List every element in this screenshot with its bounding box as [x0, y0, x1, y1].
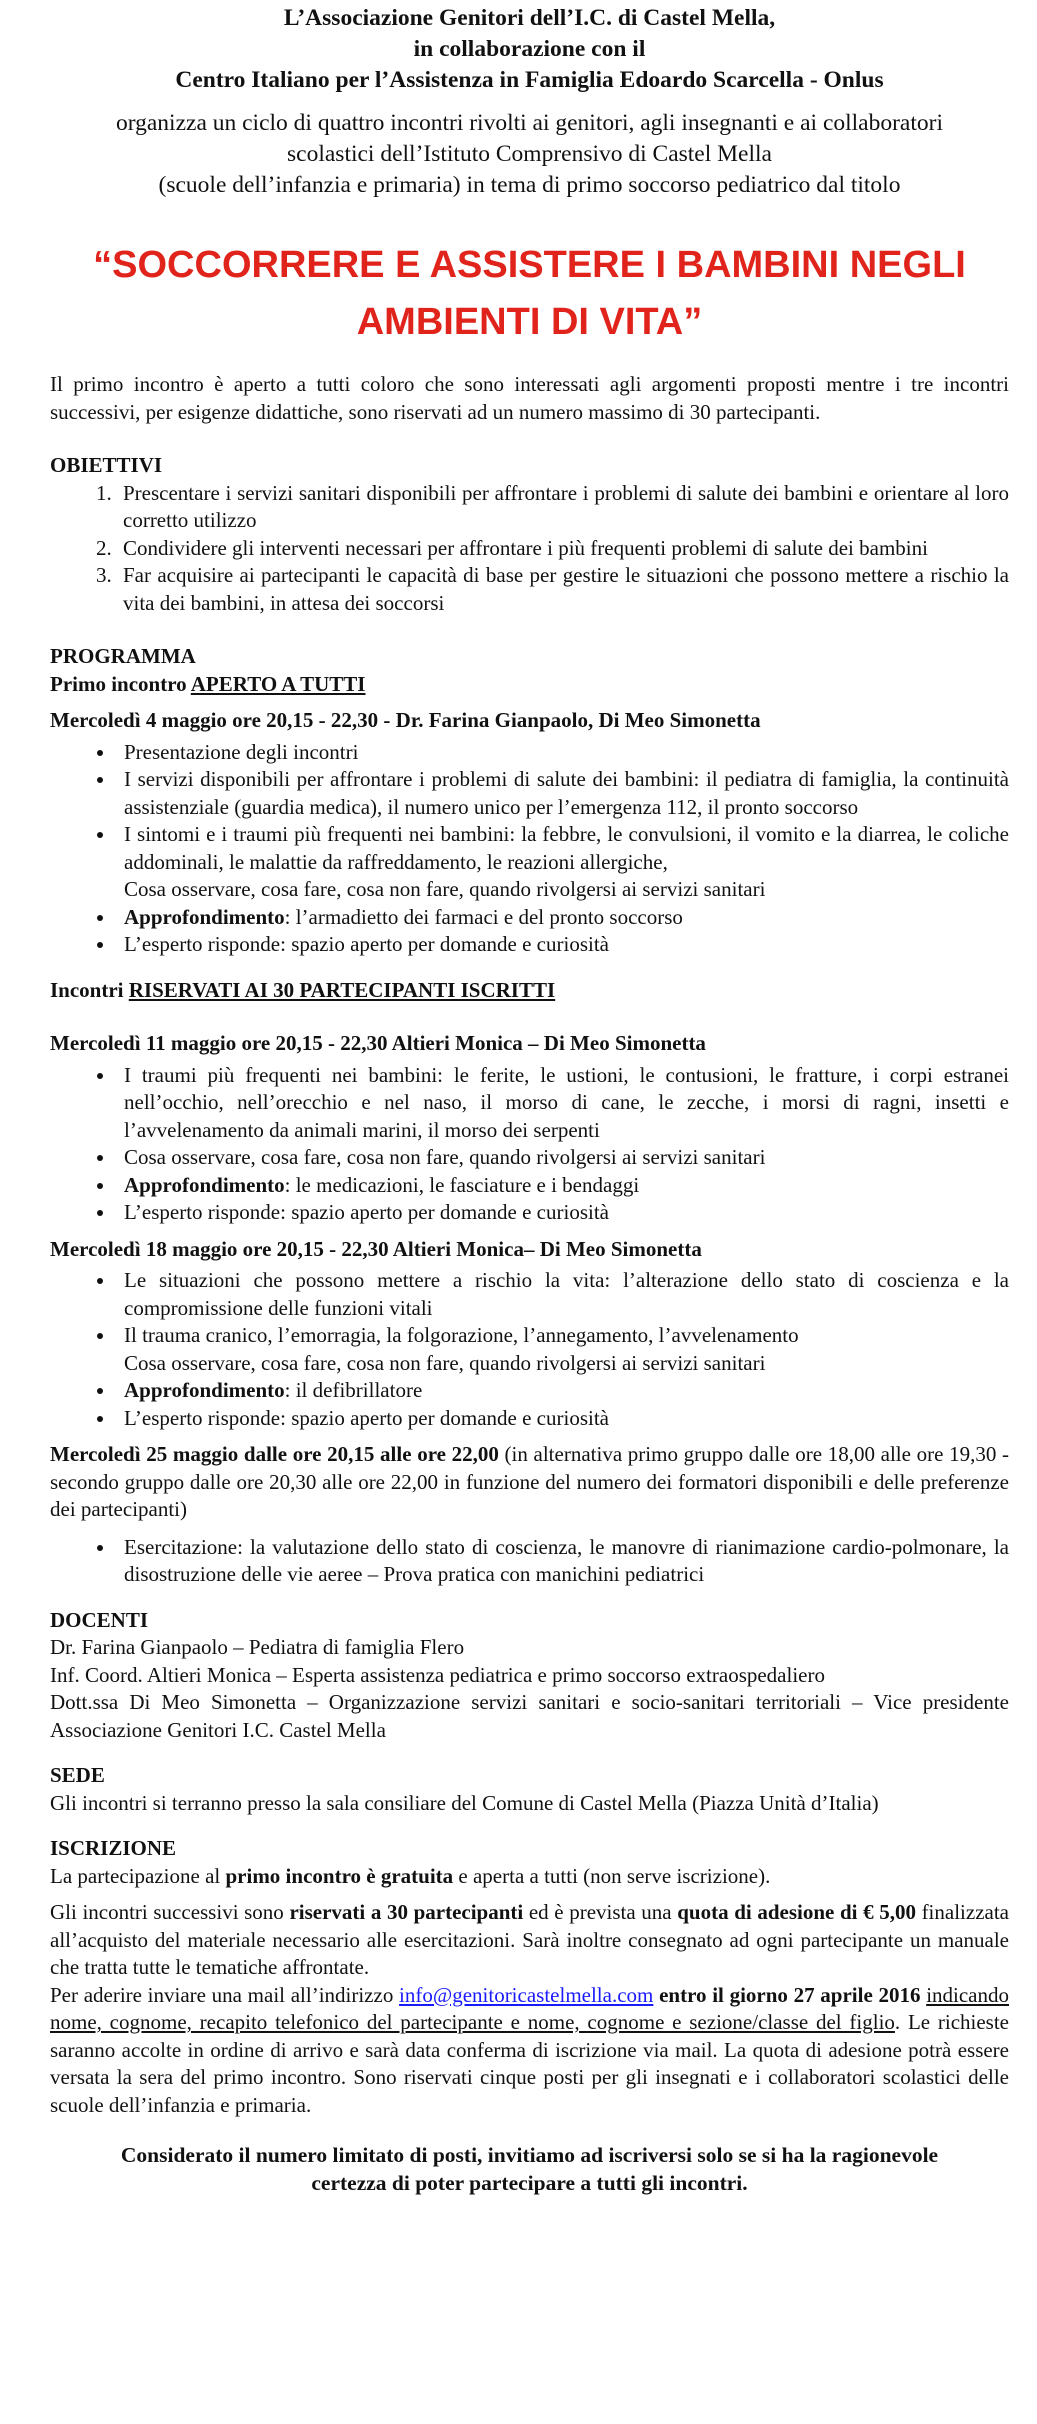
- list-item: [116, 1322, 1009, 1377]
- text-run-bold: riservati a 30 partecipanti: [289, 1900, 524, 1924]
- reserved-meetings-label: [50, 977, 1009, 1005]
- list-item: [116, 821, 1009, 904]
- deep-dive-text: : il defibrillatore: [284, 1378, 423, 1402]
- header-line: in collaborazione con il: [413, 36, 646, 62]
- open-to-all-label: APERTO A TUTTI: [190, 671, 366, 696]
- email-link[interactable]: info@genitoricastelmella.com: [399, 1982, 654, 2007]
- header-line: Centro Italiano per l’Assistenza in Famiglia Edoardo Scarcella - Onlus: [175, 67, 884, 93]
- list-item: • I traumi più frequenti nei bambini: le ferite, le ustioni, le contusioni, le fratture, i corpi estranei nell’occhio, nell’orecchio e nel naso, il morso di cane, le zecche, i morsi di ragni, insetti e l’avvelenamento da animali marini, il morso dei serpenti: [116, 1062, 1009, 1145]
- deep-dive-text: : le medicazioni, le fasciature e i bendaggi: [284, 1172, 640, 1197]
- reserved-prefix: Incontri: [50, 977, 129, 1002]
- text-run-bold: primo incontro è gratuita: [225, 1863, 454, 1888]
- list-item: [116, 1172, 1009, 1200]
- teacher-line: Inf. Coord. Altieri Monica – Esperta assistenza pediatrica e primo soccorso extraospedaliero: [50, 1662, 825, 1687]
- reserved-label: RISERVATI AI 30 PARTECIPANTI ISCRITTI: [128, 977, 556, 1002]
- meeting-4-topics: [50, 1534, 1009, 1589]
- intro-line: (scuole dell’infanzia e primaria) in tema di primo soccorso pediatrico dal titolo: [158, 172, 901, 198]
- intro-text: [50, 108, 1009, 201]
- registration-fee-note: [50, 1899, 1009, 1982]
- objectives-list: [50, 480, 1009, 618]
- meeting-1-date: Mercoledì 4 maggio ore 20,15 - 22,30 - Dr. Farina Gianpaolo, Di Meo Simonetta: [50, 708, 761, 732]
- list-item: 3. Far acquisire ai partecipanti le capacità di base per gestire le situazioni che possono mettere a rischio la vita dei bambini, in attesa dei soccorsi: [117, 562, 1009, 617]
- meeting-2-topics: [50, 1062, 1009, 1227]
- deadline-text: entro il giorno 27 aprile 2016: [653, 1982, 921, 2007]
- deep-dive-label: Approfondimento: [124, 904, 285, 929]
- organizer-header: [50, 0, 1009, 96]
- list-item: • I servizi disponibili per affrontare i problemi di salute dei bambini: il pediatra di famiglia, la continuità assistenziale (guardia medica), il numero unico per l’emergenza 112, il pronto soccorso: [116, 766, 1009, 821]
- registration-heading: ISCRIZIONE: [50, 1836, 177, 1860]
- text-run-bold: quota di adesione di € 5,00: [677, 1900, 916, 1924]
- topic-text: I sintomi e i traumi più frequenti nei bambini: la febbre, le convulsioni, il vomito e la diarrea, le coliche addominali, le malattie da raffreddamento, le reazioni allergiche,: [124, 822, 1009, 874]
- program-heading: PROGRAMMA: [50, 644, 196, 668]
- text-run: ed è prevista una: [523, 1900, 678, 1924]
- meeting-1-topics: [50, 739, 1009, 959]
- text-run: . Le richieste saranno accolte in ordine di arrivo e sarà data conferma di iscrizione via mail. La quota di adesione potrà essere versata la sera del primo incontro. Sono riservati cinque posti per gli insegnati e i collaboratori scolastici delle scuole dell’infanzia e primaria.: [50, 2010, 1010, 2117]
- list-item: • Presentazione degli incontri: [116, 739, 1009, 767]
- list-item: [116, 904, 1009, 932]
- teacher-line: Dr. Farina Gianpaolo – Pediatra di famiglia Flero: [50, 1635, 465, 1659]
- list-item: • Cosa osservare, cosa fare, cosa non fare, quando rivolgersi ai servizi sanitari: [116, 1144, 1009, 1172]
- closing-line: certezza di poter partecipare a tutti gli incontri.: [311, 2171, 748, 2195]
- list-item: • L’esperto risponde: spazio aperto per domande e curiosità: [116, 931, 1009, 959]
- list-item: • Esercitazione: la valutazione dello stato di coscienza, le manovre di rianimazione cardio-polmonare, la disostruzione delle vie aeree – Prova pratica con manichini pediatrici: [116, 1534, 1009, 1589]
- required-info-text: indicando nome, cognome, recapito telefonico del partecipante e nome, cognome e sezione/classe del figlio: [50, 1982, 1009, 2034]
- topic-text: Cosa osservare, cosa fare, cosa non fare, quando rivolgersi ai servizi sanitari: [124, 877, 766, 901]
- meeting-4-date: [50, 1441, 1009, 1524]
- text-run: La partecipazione al: [50, 1863, 226, 1888]
- list-item: • L’esperto risponde: spazio aperto per domande e curiosità: [116, 1405, 1009, 1433]
- header-line: L’Associazione Genitori dell’I.C. di Castel Mella,: [283, 5, 776, 31]
- closing-line: Considerato il numero limitato di posti, invitiamo ad iscriversi solo se si ha la ragionevole: [120, 2143, 939, 2167]
- meeting-4-date-detail: (in alternativa primo gruppo dalle ore 18,00 alle ore 19,30 - secondo gruppo dalle ore 20,30 alle ore 22,00 in funzione del numero dei formatori disponibili e delle preferenze dei partecipanti): [50, 1442, 1009, 1521]
- topic-text: Il trauma cranico, l’emorragia, la folgorazione, l’annegamento, l’avvelenamento: [124, 1323, 799, 1347]
- registration-free-note: [50, 1863, 1009, 1891]
- intro-line: scolastici dell’Istituto Comprensivo di Castel Mella: [287, 141, 772, 167]
- meeting-2-date: Mercoledì 11 maggio ore 20,15 - 22,30 Altieri Monica – Di Meo Simonetta: [50, 1031, 706, 1055]
- first-meeting-prefix: Primo incontro: [50, 671, 191, 696]
- venue-text: Gli incontri si terranno presso la sala consiliare del Comune di Castel Mella (Piazza Unità d’Italia): [50, 1790, 879, 1815]
- meeting-3-topics: [50, 1267, 1009, 1432]
- registration-instructions: [50, 1982, 1009, 2120]
- list-item: 2. Condividere gli interventi necessari per affrontare i più frequenti problemi di salute dei bambini: [117, 535, 1009, 563]
- teachers-heading: DOCENTI: [50, 1607, 149, 1632]
- text-run: finalizzata all’acquisto del materiale necessario alle esercitazioni. Sarà inoltre consegnato ad ogni partecipante un manuale che tratta tutte le tematiche affrontate.: [50, 1900, 1010, 1979]
- topic-text: Cosa osservare, cosa fare, cosa non fare, quando rivolgersi ai servizi sanitari: [124, 1350, 766, 1375]
- event-title: [50, 237, 1009, 351]
- closing-note: [50, 2141, 1009, 2197]
- list-item: [116, 1377, 1009, 1405]
- text-run: e aperta a tutti (non serve iscrizione).: [453, 1863, 771, 1888]
- title-line: AMBIENTI DI VITA”: [356, 301, 703, 343]
- venue-heading: SEDE: [50, 1763, 105, 1787]
- text-run: Gli incontri successivi sono: [50, 1900, 290, 1924]
- first-meeting-label: [50, 671, 1009, 699]
- list-item: • L’esperto risponde: spazio aperto per domande e curiosità: [116, 1199, 1009, 1227]
- meeting-3-date: Mercoledì 18 maggio ore 20,15 - 22,30 Altieri Monica– Di Meo Simonetta: [50, 1236, 702, 1261]
- objectives-heading: OBIETTIVI: [50, 453, 163, 477]
- lead-paragraph: Il primo incontro è aperto a tutti coloro che sono interessati agli argomenti proposti mentre i tre incontri successivi, per esigenze didattiche, sono riservati ad un numero massimo di 30 partecipanti.: [50, 372, 1009, 424]
- list-item: • Le situazioni che possono mettere a rischio la vita: l’alterazione dello stato di coscienza e la compromissione delle funzioni vitali: [116, 1267, 1009, 1322]
- list-item: 1. Prescentare i servizi sanitari disponibili per affrontare i problemi di salute dei bambini e orientare al loro corretto utilizzo: [117, 480, 1009, 535]
- deep-dive-label: Approfondimento: [124, 1378, 285, 1402]
- deep-dive-text: : l’armadietto dei farmaci e del pronto soccorso: [284, 904, 683, 929]
- intro-line: organizza un ciclo di quattro incontri rivolti ai genitori, agli insegnanti e ai collaboratori: [115, 110, 944, 136]
- text-run: Per aderire inviare una mail all’indirizzo: [50, 1982, 400, 2007]
- deep-dive-label: Approfondimento: [124, 1172, 285, 1197]
- teacher-line: Dott.ssa Di Meo Simonetta – Organizzazione servizi sanitari e socio-sanitari territoriali – Vice presidente Associazione Genitori I.C. Castel Mella: [50, 1690, 1009, 1742]
- title-line: “SOCCORRERE E ASSISTERE I BAMBINI NEGLI: [93, 244, 966, 286]
- meeting-4-date-bold: Mercoledì 25 maggio dalle ore 20,15 alle ore 22,00: [50, 1442, 499, 1466]
